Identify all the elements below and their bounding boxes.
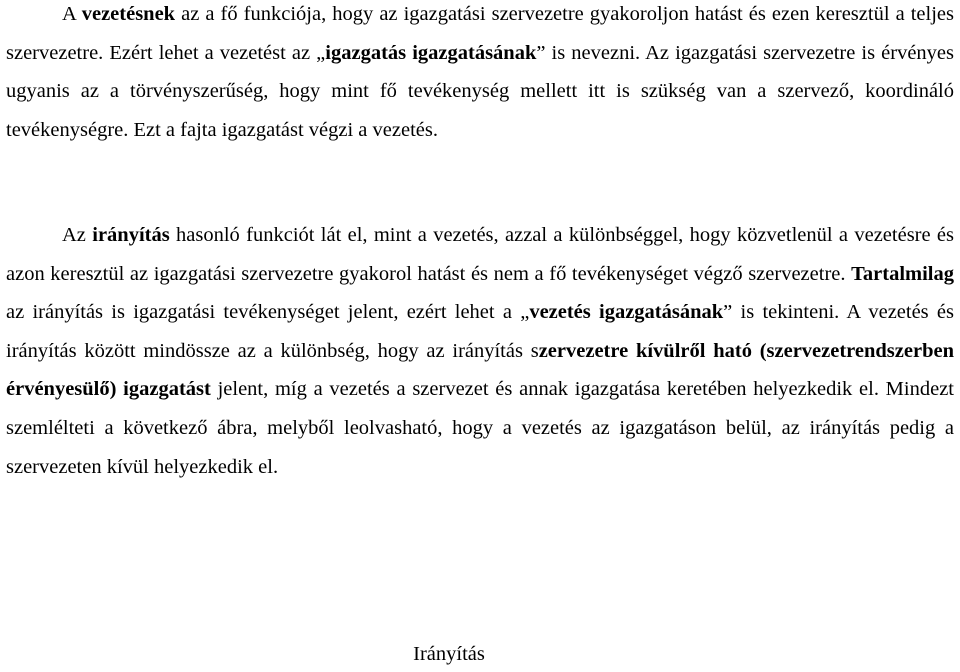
paragraph-iranyitas bbox=[6, 216, 954, 486]
term-kivulrol-hato: zervezetre kívülről ható (szervezetrendszerben érvényesülő) igazgatást bbox=[6, 339, 954, 401]
term-vezetes: vezetésnek bbox=[81, 3, 176, 25]
term-igazgatas-igazgatasanak: igazgatás igazgatásának bbox=[325, 41, 537, 64]
text-run: ” is tekinteni. A vezetés és irányítás között mindössze az a különbség, hogy az irányítás s bbox=[6, 301, 954, 362]
term-vezetes-igazgatasanak: vezetés igazgatásának bbox=[529, 301, 724, 324]
text-run: az irányítás is igazgatási tevékenységet jelent, ezért lehet a „ bbox=[6, 301, 530, 324]
text-run: ” is nevezni. Az igazgatási szervezetre is érvényes ugyanis az a törvényszerűség, hogy mint fő tevékenység mellett itt is szükség van a szervező, koordináló tevékenységre. Ezt a fajta igazgatást végzi a vezetés. bbox=[6, 41, 955, 141]
text-run: Az bbox=[62, 224, 93, 246]
text-run: az a fő funkciója, hogy az igazgatási szervezetre gyakoroljon hatást és ezen keresztül a teljes szervezetre. Ezért lehet a vezetést az „ bbox=[6, 3, 954, 64]
paragraph-vezetes bbox=[6, 0, 954, 149]
figure-caption: Irányítás bbox=[413, 643, 485, 665]
term-iranyitas: irányítás bbox=[92, 224, 170, 246]
term-tartalmilag: Tartalmilag bbox=[851, 262, 954, 285]
text-run: hasonló funkciót lát el, mint a vezetés, azzal a különbséggel, hogy közvetlenül a vezetésre és azon keresztül az igazgatási szervezetre gyakorol hatást és nem a fő tevékenységet végző szervezetre. bbox=[6, 224, 955, 285]
text-run: jelent, míg a vezetés a szervezet és annak igazgatása keretében helyezkedik el. Mindezt szemlélteti a következő ábra, melyből leolvasható, hogy a vezetés az igazgatáson belül, az irányítás pedig a szervezeten kívül helyezkedik el. bbox=[6, 378, 955, 478]
text-run: A bbox=[62, 3, 82, 25]
